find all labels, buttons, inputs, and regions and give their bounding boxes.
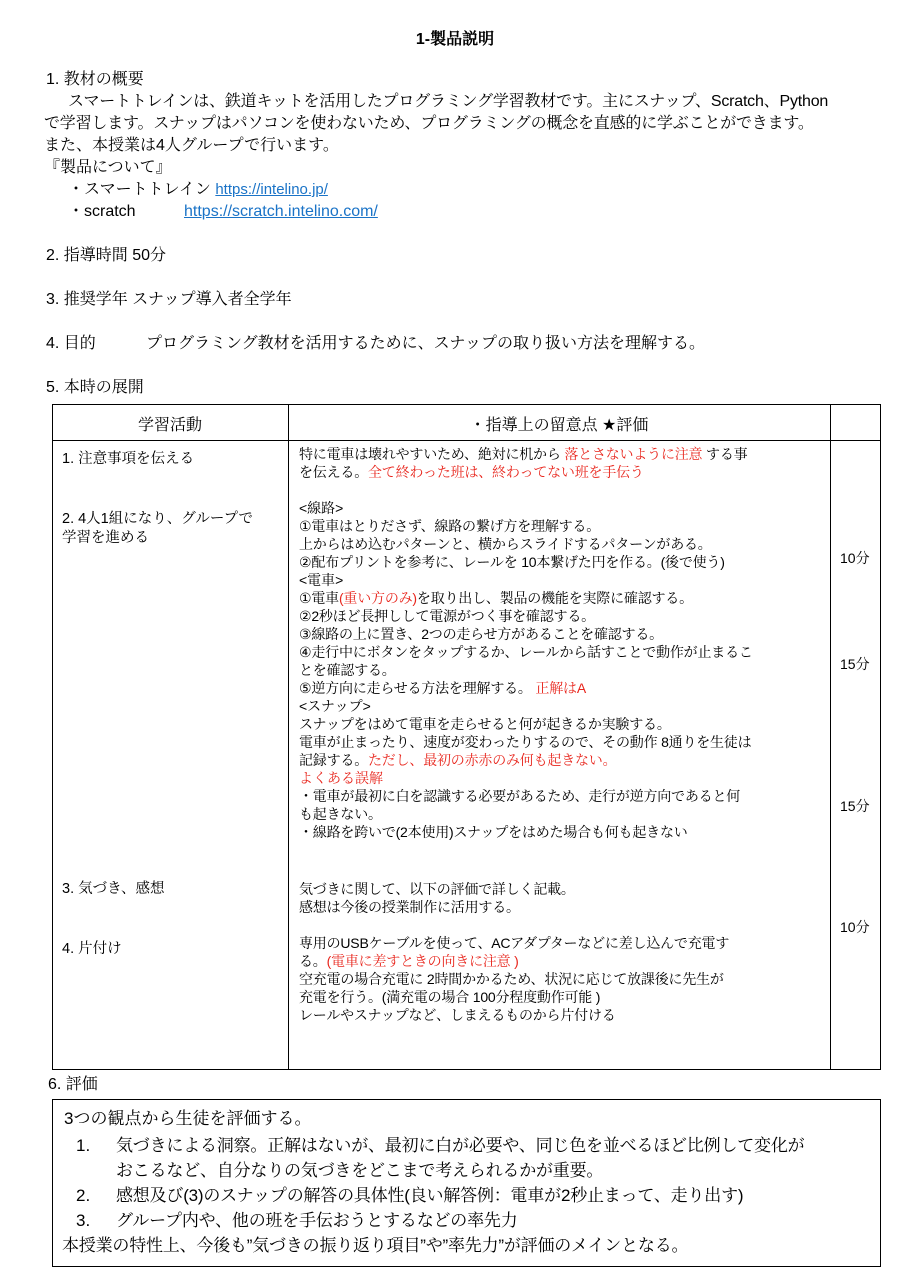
header-activity: 学習活動 xyxy=(137,417,202,434)
activity-4: 4. 片付け xyxy=(62,941,122,957)
smart-train-link[interactable]: https://intelino.jp/ xyxy=(215,181,328,198)
scratch-link[interactable]: https://scratch.intelino.com/ xyxy=(184,203,378,220)
note-snap-3-exception: ただし、最初の赤赤のみ何も起きない。 xyxy=(368,752,617,768)
activity-2-line-2: 学習を進める xyxy=(62,530,149,546)
note-misconception-1-line-1: ・電車が最初に白を認識する必要があるため、走行が逆方向であると何 xyxy=(299,788,741,804)
note-track-1: ①電車はとりださず、線路の繋げ方を理解する。 xyxy=(299,518,601,534)
evaluation-item-1-line-1: 気づきによる洞察。正解はないが、最初に白が必要や、同じ色を並べるほど比例して変化が xyxy=(116,1136,805,1155)
note-1-help-others: 全て終わった班は、終わってない班を手伝う xyxy=(368,464,644,480)
time-15-min-2: 15分 xyxy=(840,798,870,814)
note-common-misconception: よくある誤解 xyxy=(299,770,383,786)
note-cleanup-1: 専用のUSBケーブルを使って、ACアダプターなどに差し込んで充電す xyxy=(299,935,730,951)
evaluation-intro: 3つの観点から生徒を評価する。 xyxy=(64,1109,312,1128)
note-1-line-2 xyxy=(299,463,644,481)
note-cleanup-2-direction-warning: (電車に差すときの向きに注意 ) xyxy=(326,953,519,969)
time-15-min-1: 15分 xyxy=(840,656,870,672)
note-track-heading: <線路> xyxy=(299,500,344,516)
scratch-label: ・scratch xyxy=(68,203,136,220)
note-train-5-text: ⑤逆方向に走らせる方法を理解する。 xyxy=(299,680,536,696)
note-misconception-1-line-2: も起きない。 xyxy=(299,806,382,822)
page-title: 1-製品説明 xyxy=(415,31,495,48)
note-misconception-2: ・線路を跨いで(2本使用)スナップをはめた場合も何も起きない xyxy=(299,824,688,840)
note-cleanup-3: 空充電の場合充電に 2時間かかるため、状況に応じて放課後に先生が xyxy=(299,971,724,987)
evaluation-item-1-line-2: おこるなど、自分なりの気づきをどこまで考えられるかが重要。 xyxy=(116,1161,604,1180)
note-snap-2: 電車が止まったり、速度が変わったりするので、その動作 8通りを生徒は xyxy=(299,734,752,750)
activity-1: 1. 注意事項を伝える xyxy=(62,451,195,467)
time-10-min-2: 10分 xyxy=(840,919,870,935)
smart-train-label: ・スマートトレイン xyxy=(68,181,211,198)
evaluation-item-2-number: 2. xyxy=(76,1186,91,1205)
section-3-recommended-grade: 3. 推奨学年 スナップ導入者全学年 xyxy=(46,291,292,308)
note-snap-3 xyxy=(299,751,616,769)
note-1-warning: 落とさないように注意 xyxy=(564,446,703,462)
note-train-1-heavy-only: (重い方のみ) xyxy=(338,590,417,606)
note-reflection-2: 感想は今後の授業制作に活用する。 xyxy=(299,899,520,915)
note-1-line-1 xyxy=(299,445,747,463)
note-train-5 xyxy=(299,679,586,697)
note-snap-1: スナップをはめて電車を走らせると何が起きるか実験する。 xyxy=(299,716,671,732)
section-2-teaching-time: 2. 指導時間 50分 xyxy=(46,247,167,264)
note-train-1-text-end: を取り出し、製品の機能を実際に確認する。 xyxy=(416,590,693,606)
section-1-heading: 1. 教材の概要 xyxy=(46,71,144,88)
note-cleanup-2 xyxy=(299,952,519,970)
note-train-4-line-1: ④走行中にボタンをタップするか、レールから話すことで動作が止まるこ xyxy=(299,644,753,660)
note-1-text-2: を伝える。 xyxy=(299,464,368,480)
section-1-paragraph-line-3: また、本授業は4人グループで行います。 xyxy=(44,137,339,154)
note-train-1 xyxy=(299,589,693,607)
section-4-label: 4. 目的 xyxy=(46,335,96,352)
header-notes: ・指導上の留意点 ★評価 xyxy=(469,417,649,434)
smart-train-link-row xyxy=(68,180,328,200)
note-cleanup-5: レールやスナップなど、しまえるものから片付ける xyxy=(299,1007,616,1023)
note-1-text-end: する事 xyxy=(702,446,748,462)
section-1-paragraph-line-1: スマートトレインは、鉄道キットを活用したプログラミング学習教材です。主にスナップ、Scratch、Python xyxy=(68,93,829,110)
section-5-heading: 5. 本時の展開 xyxy=(46,379,144,396)
time-10-min-1: 10分 xyxy=(840,550,870,566)
note-cleanup-2-text: る。 xyxy=(299,953,327,969)
table-column-divider-2 xyxy=(830,404,831,1070)
note-1-text: 特に電車は壊れやすいため、絶対に机から xyxy=(299,446,565,462)
product-about-heading: 『製品について』 xyxy=(44,159,172,176)
note-track-3: ②配布プリントを参考に、レールを 10本繋げた円を作る。(後で使う) xyxy=(299,554,725,570)
evaluation-outro: 本授業の特性上、今後も”気づきの振り返り項目”や”率先力”が評価のメインとなる。 xyxy=(62,1236,689,1255)
note-snap-3-text: 記録する。 xyxy=(299,752,368,768)
note-snap-heading: <スナップ> xyxy=(299,698,371,714)
activity-3: 3. 気づき、感想 xyxy=(62,881,165,897)
note-train-heading: <電車> xyxy=(299,572,344,588)
note-train-4-line-2: とを確認する。 xyxy=(299,662,396,678)
note-cleanup-4: 充電を行う。(満充電の場合 100分程度動作可能 ) xyxy=(299,989,601,1005)
note-track-2: 上からはめ込むパターンと、横からスライドするパターンがある。 xyxy=(299,536,712,552)
section-6-heading: 6. 評価 xyxy=(48,1076,98,1093)
evaluation-item-3: グループ内や、他の班を手伝おうとするなどの率先力 xyxy=(116,1211,518,1230)
note-train-3: ③線路の上に置き、2つの走らせ方があることを確認する。 xyxy=(299,626,663,642)
note-train-5-answer: 正解はA xyxy=(535,680,586,696)
note-reflection-1: 気づきに関して、以下の評価で詳しく記載。 xyxy=(299,881,575,897)
note-train-2: ②2秒ほど長押しして電源がつく事を確認する。 xyxy=(299,608,595,624)
table-column-divider-1 xyxy=(288,404,289,1070)
activity-2-line-1: 2. 4人1組になり、グループで xyxy=(62,511,254,527)
section-1-paragraph-line-2: で学習します。スナップはパソコンを使わないため、プログラミングの概念を直感的に学ぶことができます。 xyxy=(44,115,814,132)
section-4-purpose: プログラミング教材を活用するために、スナップの取り扱い方法を理解する。 xyxy=(146,335,706,352)
table-header-divider xyxy=(52,440,881,441)
note-train-1-text: ①電車 xyxy=(299,590,339,606)
evaluation-item-1-number: 1. xyxy=(76,1136,91,1155)
evaluation-item-3-number: 3. xyxy=(76,1211,91,1230)
evaluation-item-2: 感想及び(3)のスナップの解答の具体性(良い解答例：電車が2秒止まって、走り出す) xyxy=(116,1186,744,1205)
